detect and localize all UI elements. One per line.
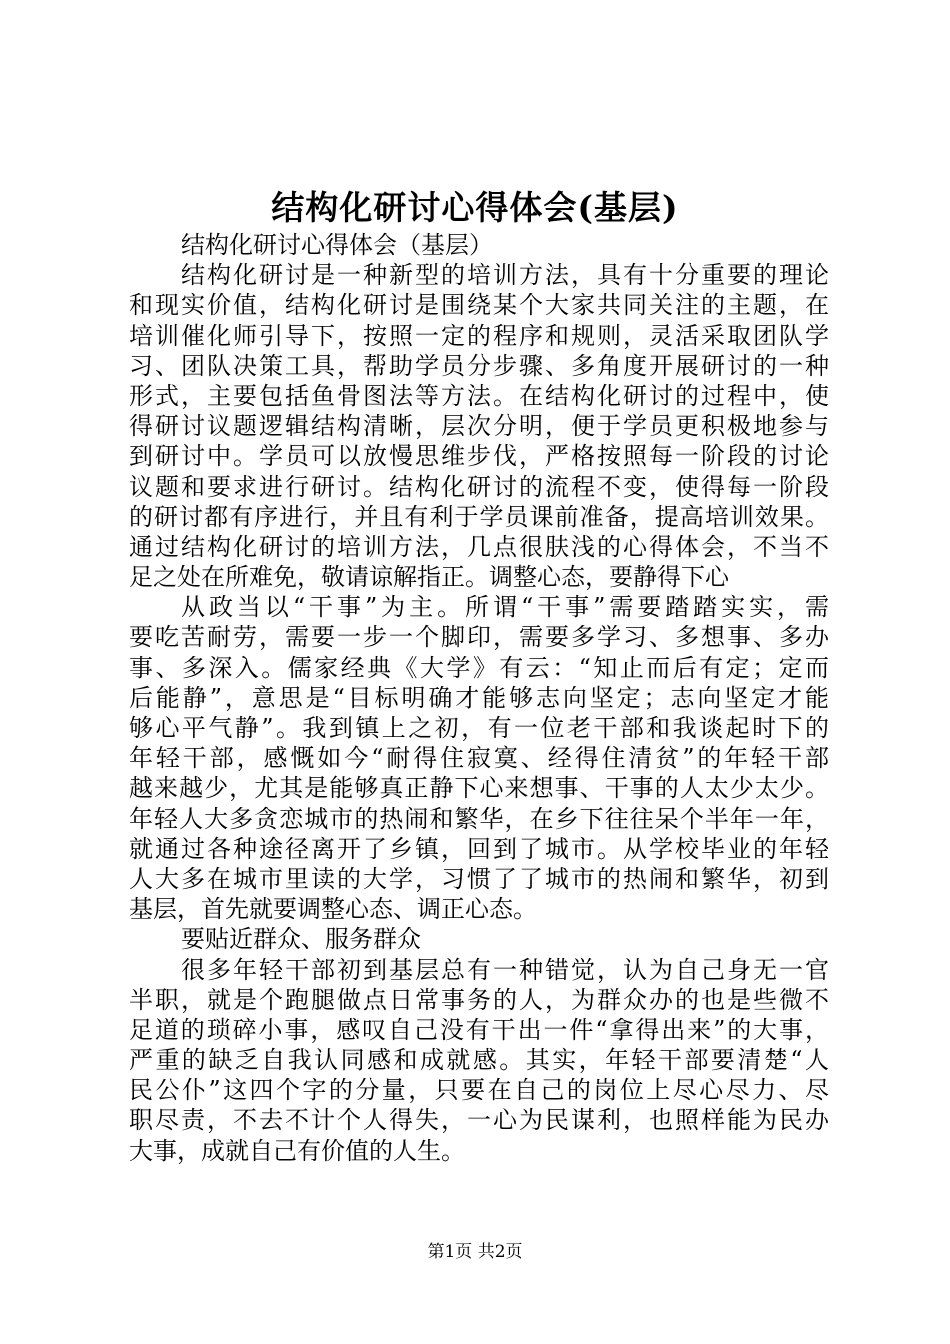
body-line: 年轻人大多贪恋城市的热闹和繁华，在乡下往往呆个半年一年， [129, 804, 829, 833]
body-line: 的研讨都有序进行，并且有利于学员课前准备，提高培训效果。 [129, 502, 829, 531]
body-line: 习、团队决策工具，帮助学员分步骤、多角度开展研讨的一种 [129, 351, 829, 380]
body-line: 事、多深入。儒家经典《大学》有云：“知止而后有定；定而 [129, 653, 829, 682]
body-line: 很多年轻干部初到基层总有一种错觉，认为自己身无一官 [181, 955, 829, 984]
body-line: 基层，首先就要调整心态、调正心态。 [129, 895, 537, 924]
body-line: 后能静”，意思是“目标明确才能够志向坚定；志向坚定才能 [129, 683, 829, 712]
body-line: 培训催化师引导下，按照一定的程序和规则，灵活采取团队学 [129, 321, 829, 350]
body-line: 得研讨议题逻辑结构清晰，层次分明，便于学员更积极地参与 [129, 412, 829, 441]
body-line: 年轻干部，感慨如今“耐得住寂寞、经得住清贫”的年轻干部 [129, 744, 829, 773]
body-line: 大事，成就自己有价值的人生。 [129, 1136, 465, 1165]
body-line: 就通过各种途径离开了乡镇，回到了城市。从学校毕业的年轻 [129, 834, 829, 863]
body-line: 人大多在城市里读的大学，习惯了了城市的热闹和繁华，初到 [129, 864, 829, 893]
body-line: 半职，就是个跑腿做点日常事务的人，为群众办的也是些微不 [129, 985, 829, 1014]
body-line: 足道的琐碎小事，感叹自己没有干出一件“拿得出来”的大事， [129, 1015, 829, 1044]
body-line: 和现实价值，结构化研讨是围绕某个大家共同关注的主题，在 [129, 291, 829, 320]
document-title: 结构化研讨心得体会(基层) [271, 188, 679, 227]
body-line: 职尽责，不去不计个人得失，一心为民谋利，也照样能为民办 [129, 1106, 829, 1135]
page-footer: 第1页 共2页 [427, 1242, 523, 1262]
body-line: 到研讨中。学员可以放慢思维步伐，严格按照每一阶段的讨论 [129, 442, 829, 471]
body-line: 要贴近群众、服务群众 [181, 925, 421, 954]
body-line: 足之处在所难免，敬请谅解指正。调整心态，要静得下心 [129, 563, 729, 592]
body-line: 议题和要求进行研讨。结构化研讨的流程不变，使得每一阶段 [129, 472, 829, 501]
body-line: 民公仆”这四个字的分量，只要在自己的岗位上尽心尽力、尽 [129, 1076, 829, 1105]
body-line: 从政当以“干事”为主。所谓“干事”需要踏踏实实，需 [181, 593, 829, 622]
body-line: 结构化研讨是一种新型的培训方法，具有十分重要的理论 [181, 261, 829, 290]
body-line: 严重的缺乏自我认同感和成就感。其实，年轻干部要清楚“人 [129, 1046, 829, 1075]
body-line: 够心平气静”。我到镇上之初，有一位老干部和我谈起时下的 [129, 714, 829, 742]
body-line: 越来越少，尤其是能够真正静下心来想事、干事的人太少太少。 [129, 774, 829, 803]
body-line: 形式，主要包括鱼骨图法等方法。在结构化研讨的过程中，使 [129, 381, 829, 410]
body-line: 通过结构化研讨的培训方法，几点很肤浅的心得体会，不当不 [129, 532, 829, 561]
document-body [129, 230, 829, 1166]
body-line: 结构化研讨心得体会（基层） [181, 231, 493, 259]
body-line: 要吃苦耐劳，需要一步一个脚印，需要多学习、多想事、多办 [129, 623, 829, 652]
